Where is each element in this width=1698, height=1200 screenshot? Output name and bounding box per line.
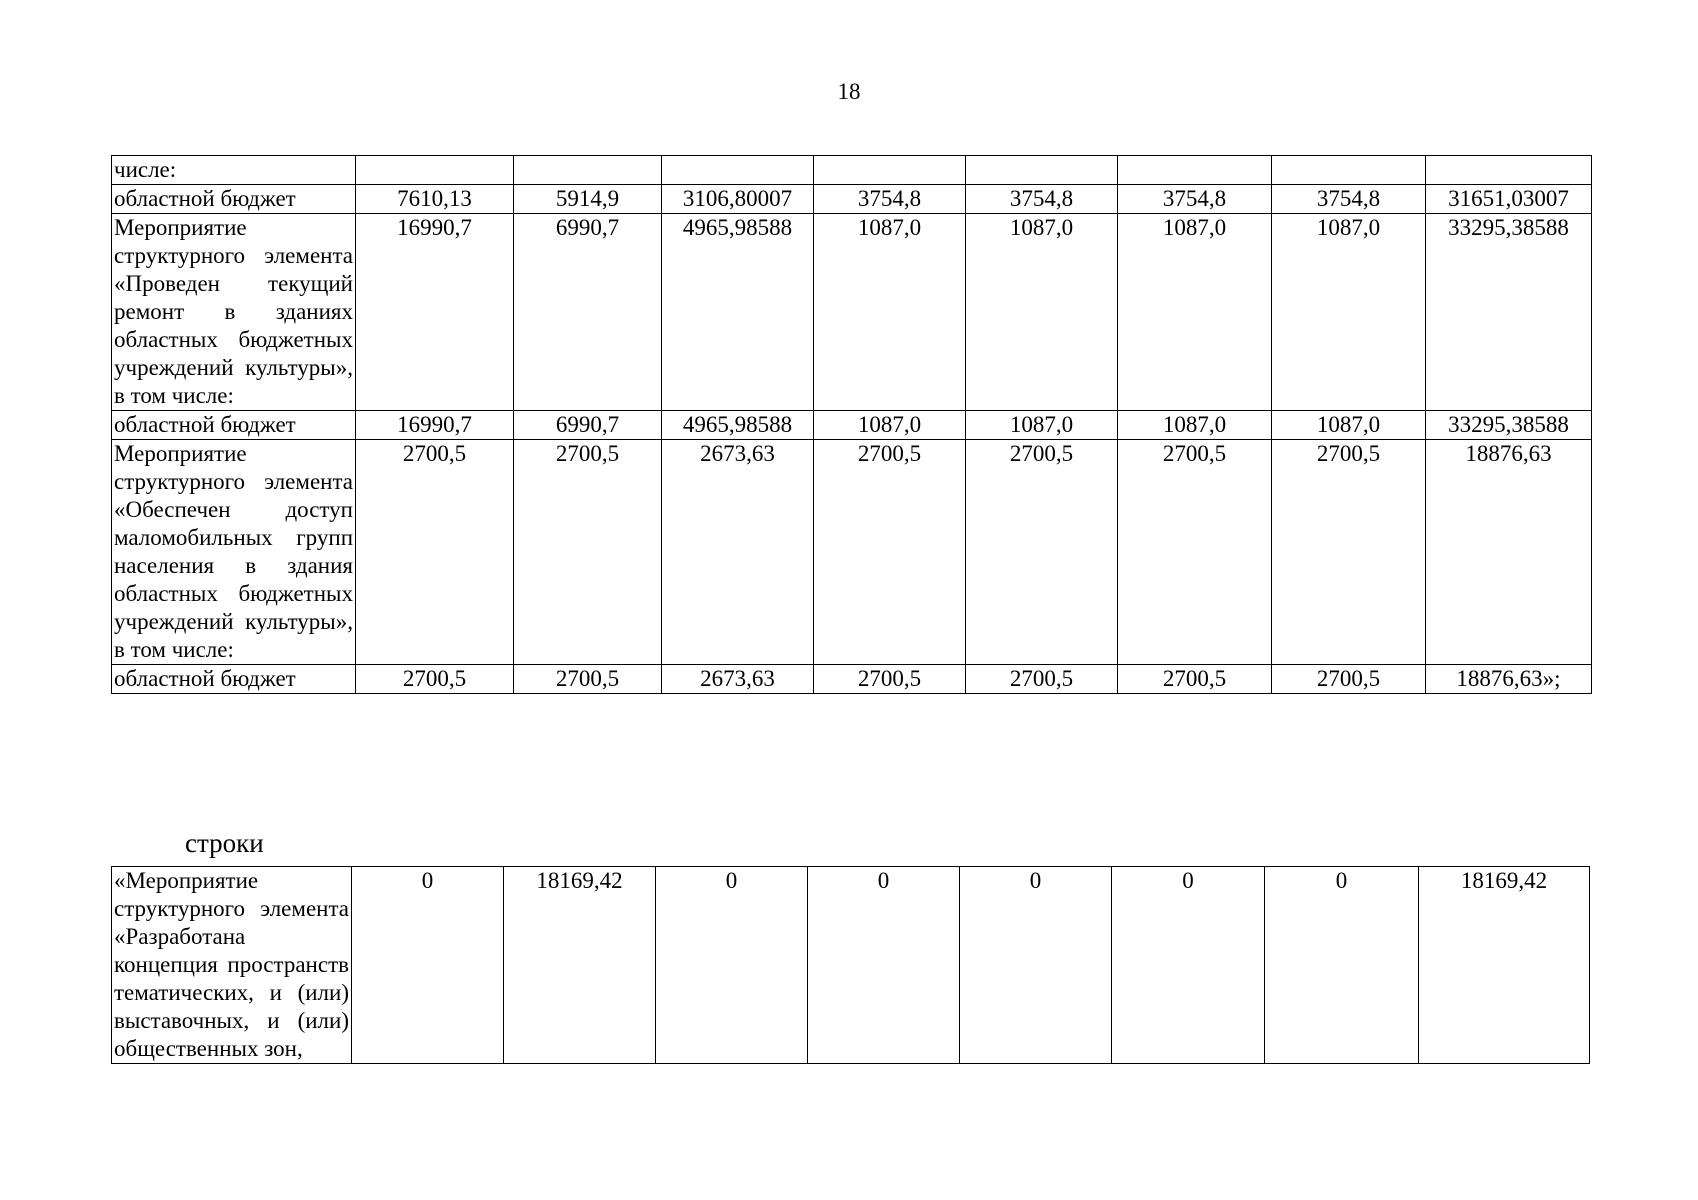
value-cell: 0 <box>656 867 808 1064</box>
value-cell: 5914,9 <box>514 185 662 214</box>
budget-table-continued <box>111 155 1592 694</box>
total-cell: 18169,42 <box>1419 867 1590 1064</box>
row-label: Мероприятие структурного элемента «Обеспечен доступ маломобильных групп населения в здания областных бюджетных учреждений культуры», в том числе: <box>112 440 356 665</box>
value-cell: 1087,0 <box>814 411 966 440</box>
page-number: 18 <box>837 79 861 104</box>
value-cell <box>514 156 662 185</box>
value-cell: 2700,5 <box>966 665 1118 694</box>
value-cell: 4965,98588 <box>662 411 814 440</box>
value-cell: 1087,0 <box>966 214 1118 411</box>
total-cell: 33295,38588 <box>1426 214 1592 411</box>
value-cell: 1087,0 <box>1118 411 1272 440</box>
value-cell: 0 <box>352 867 504 1064</box>
table-row <box>112 214 1592 411</box>
value-cell: 1087,0 <box>1118 214 1272 411</box>
value-cell: 0 <box>1112 867 1265 1064</box>
value-cell: 16990,7 <box>356 411 514 440</box>
value-cell: 2700,5 <box>814 440 966 665</box>
value-cell: 2673,63 <box>662 665 814 694</box>
value-cell <box>662 156 814 185</box>
row-label: числе: <box>112 156 356 185</box>
value-cell: 2700,5 <box>1272 665 1426 694</box>
row-label: областной бюджет <box>112 665 356 694</box>
value-cell: 1087,0 <box>966 411 1118 440</box>
value-cell: 3754,8 <box>966 185 1118 214</box>
value-cell: 7610,13 <box>356 185 514 214</box>
value-cell: 2700,5 <box>356 665 514 694</box>
value-cell: 3754,8 <box>814 185 966 214</box>
value-cell: 4965,98588 <box>662 214 814 411</box>
value-cell: 2700,5 <box>1118 665 1272 694</box>
value-cell: 1087,0 <box>1272 214 1426 411</box>
value-cell: 1087,0 <box>814 214 966 411</box>
row-label: областной бюджет <box>112 411 356 440</box>
table-row <box>112 440 1592 665</box>
value-cell: 3754,8 <box>1272 185 1426 214</box>
table-row <box>112 665 1592 694</box>
value-cell <box>356 156 514 185</box>
value-cell: 16990,7 <box>356 214 514 411</box>
table-row <box>112 867 1590 1064</box>
value-cell: 6990,7 <box>514 214 662 411</box>
total-cell: 18876,63»; <box>1426 665 1592 694</box>
value-cell <box>966 156 1118 185</box>
value-cell: 18169,42 <box>504 867 656 1064</box>
value-cell <box>1118 156 1272 185</box>
total-cell: 18876,63 <box>1426 440 1592 665</box>
value-cell: 3106,80007 <box>662 185 814 214</box>
value-cell <box>1272 156 1426 185</box>
table-row <box>112 411 1592 440</box>
value-cell <box>814 156 966 185</box>
row-label: «Мероприятие структурного элемента «Разработана концепция пространств тематических, и (или) выставочных, и (или) общественных зон, <box>112 867 352 1064</box>
value-cell: 6990,7 <box>514 411 662 440</box>
value-cell: 2700,5 <box>1272 440 1426 665</box>
value-cell: 2700,5 <box>514 665 662 694</box>
value-cell: 2673,63 <box>662 440 814 665</box>
value-cell: 2700,5 <box>514 440 662 665</box>
section-label: строки <box>185 828 264 858</box>
total-cell: 31651,03007 <box>1426 185 1592 214</box>
value-cell: 1087,0 <box>1272 411 1426 440</box>
value-cell: 0 <box>808 867 960 1064</box>
value-cell: 3754,8 <box>1118 185 1272 214</box>
value-cell: 2700,5 <box>966 440 1118 665</box>
value-cell: 2700,5 <box>1118 440 1272 665</box>
table-row <box>112 185 1592 214</box>
row-label: Мероприятие структурного элемента «Проведен текущий ремонт в зданиях областных бюджетных учреждений культуры», в том числе: <box>112 214 356 411</box>
row-label: областной бюджет <box>112 185 356 214</box>
value-cell: 2700,5 <box>356 440 514 665</box>
table-row <box>112 156 1592 185</box>
budget-table-new <box>111 866 1590 1064</box>
value-cell: 2700,5 <box>814 665 966 694</box>
value-cell: 0 <box>1265 867 1419 1064</box>
total-cell: 33295,38588 <box>1426 411 1592 440</box>
total-cell <box>1426 156 1592 185</box>
value-cell: 0 <box>960 867 1112 1064</box>
